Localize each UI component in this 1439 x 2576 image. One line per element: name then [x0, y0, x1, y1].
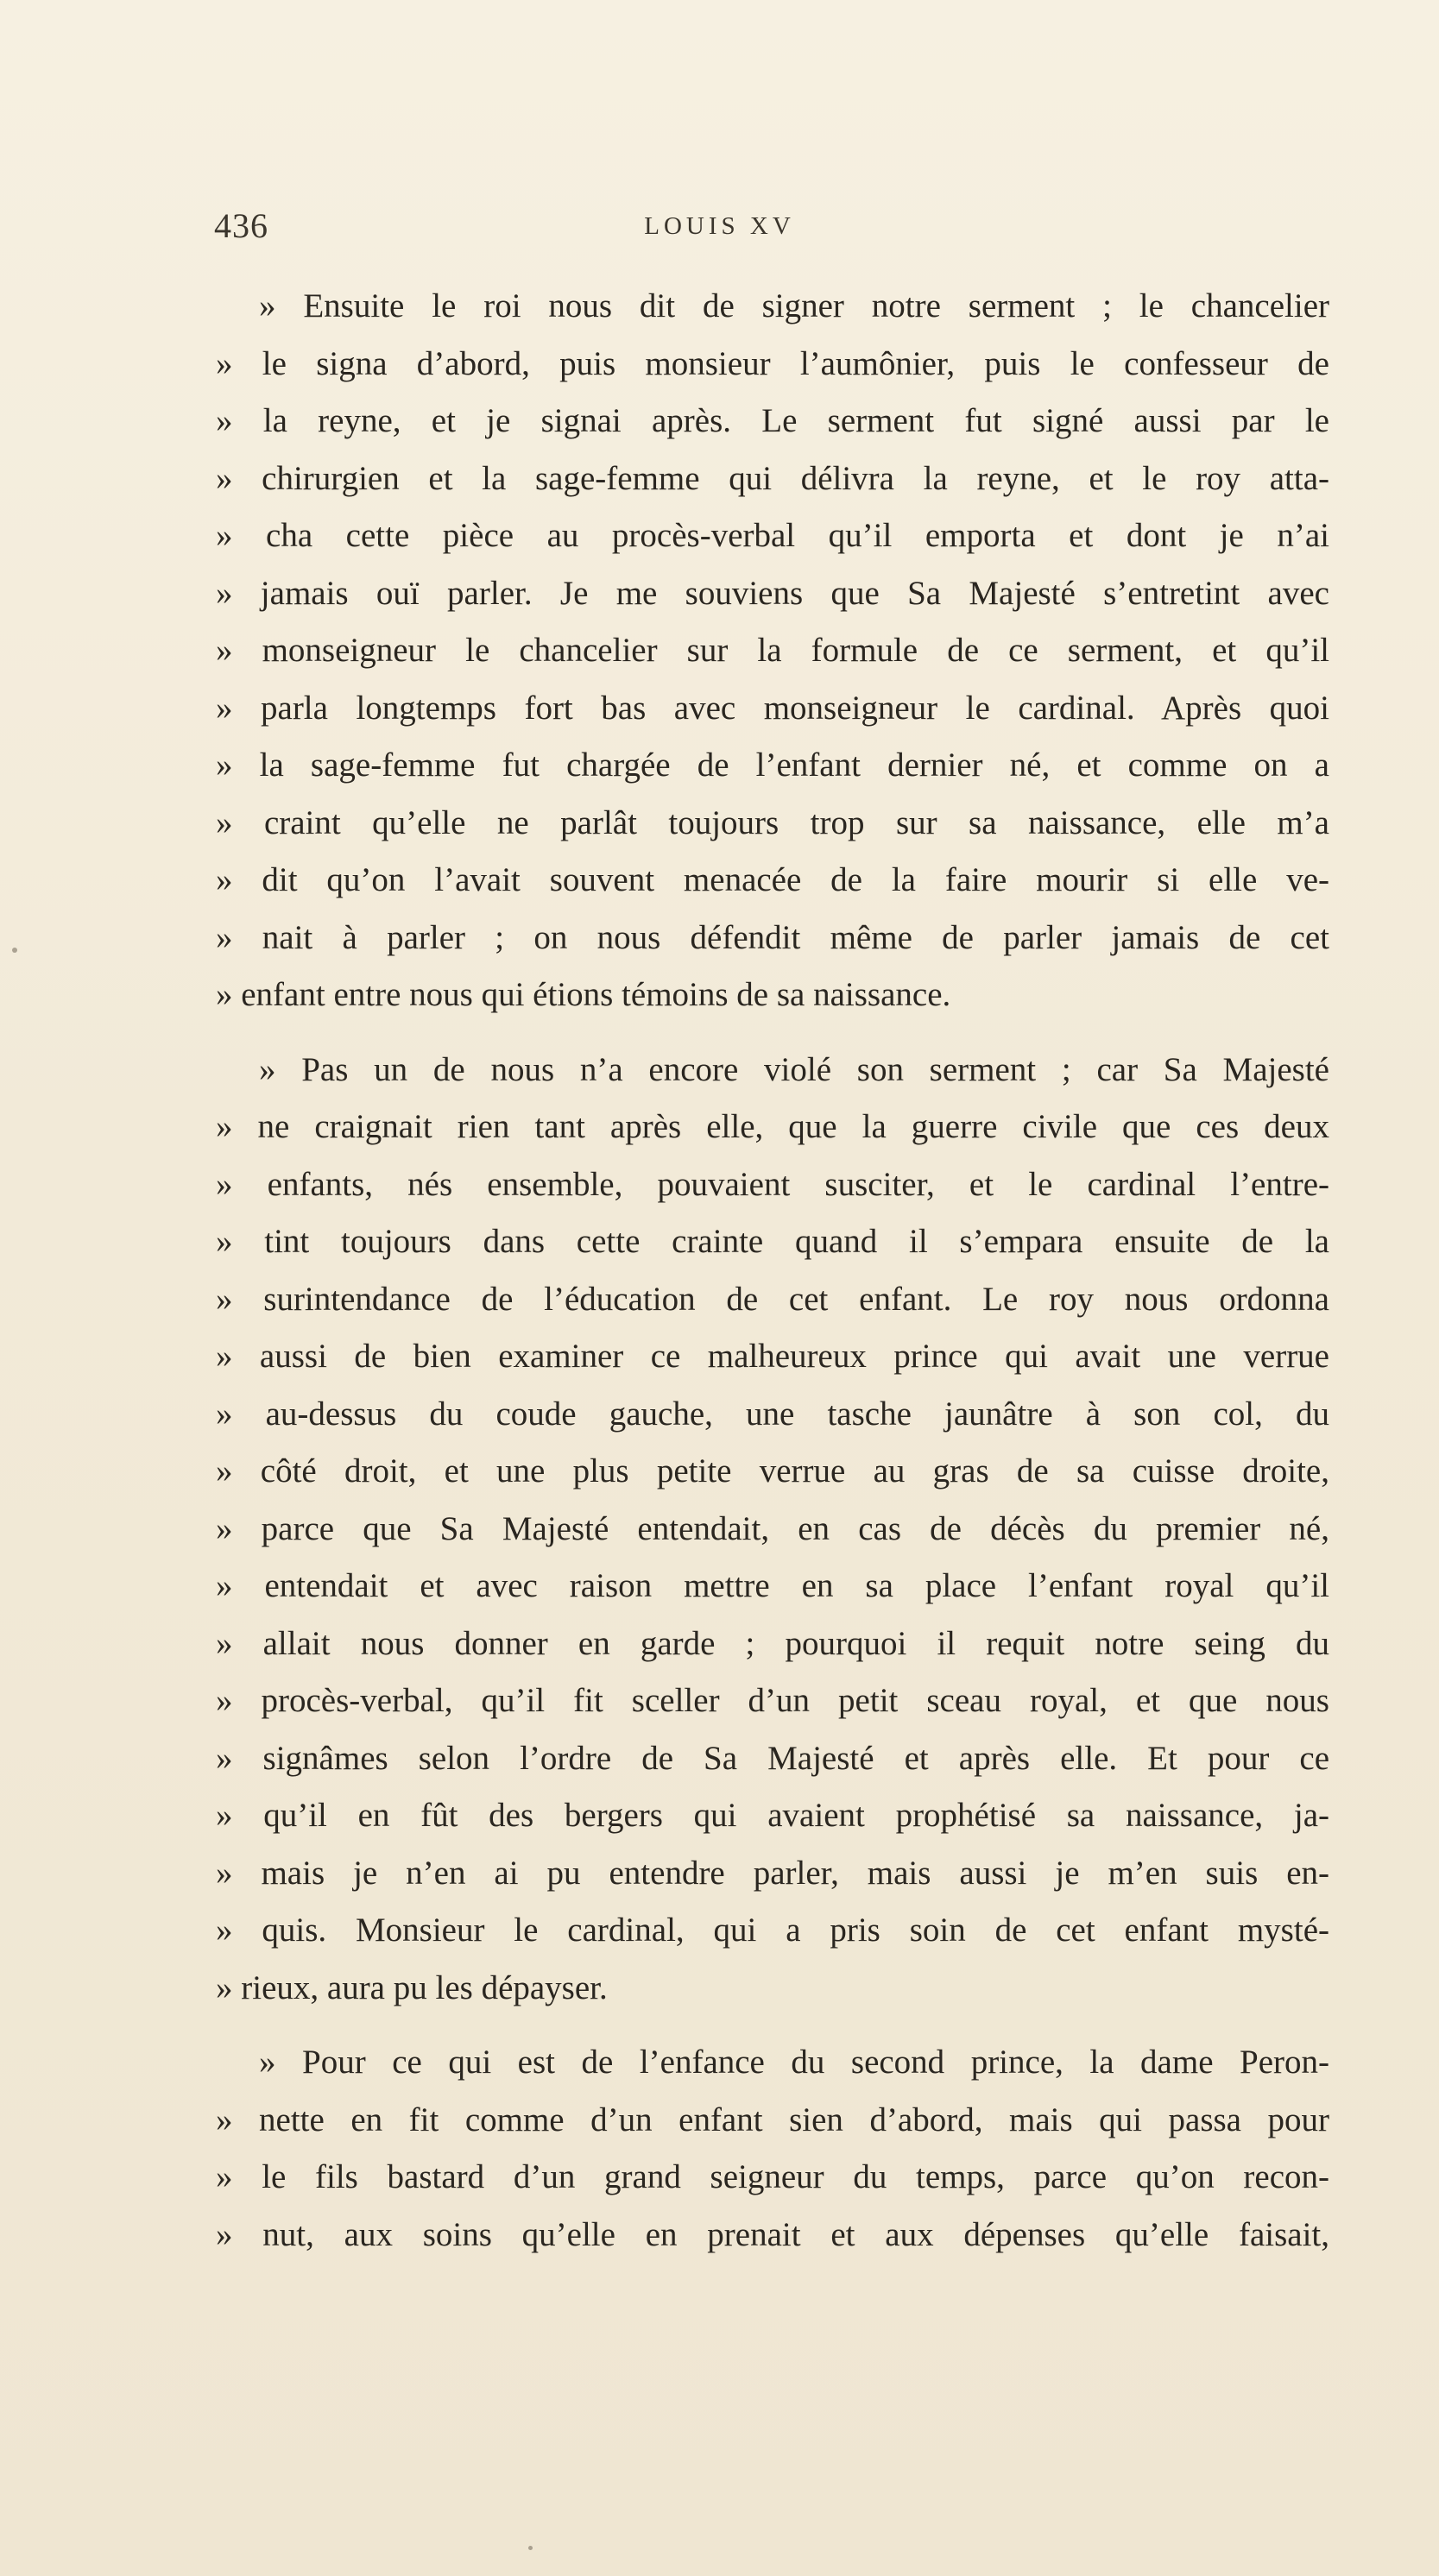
- text-line: » enfants, nés ensemble, pouvaient susciter, et le cardinal l’entre-: [216, 1165, 1329, 1203]
- text-line: » au-dessus du coude gauche, une tasche jaunâtre à son col, du: [216, 1395, 1329, 1433]
- text-line: » quis. Monsieur le cardinal, qui a pris soin de cet enfant mysté-: [216, 1912, 1329, 1949]
- text-line: » la reyne, et je signai après. Le serment fut signé aussi par le: [216, 402, 1329, 439]
- text-line: » Pour ce qui est de l’enfance du second prince, la dame Peron-: [259, 2044, 1329, 2081]
- text-line: » Pas un de nous n’a encore violé son serment ; car Sa Majesté: [259, 1050, 1329, 1088]
- text-line: » nait à parler ; on nous défendit même de parler jamais de cet: [216, 918, 1329, 956]
- text-line: » le signa d’abord, puis monsieur l’aumônier, puis le confesseur de: [216, 344, 1329, 382]
- text-line: » chirurgien et la sage-femme qui délivra la reyne, et le roy atta-: [216, 459, 1329, 497]
- running-head: LOUIS XV: [644, 212, 795, 240]
- body-text: [216, 278, 1329, 2281]
- text-line: » monseigneur le chancelier sur la formule de ce serment, et qu’il: [216, 632, 1329, 669]
- text-line: » aussi de bien examiner ce malheureux prince qui avait une verrue: [216, 1338, 1329, 1375]
- text-line: » côté droit, et une plus petite verrue au gras de sa cuisse droite,: [216, 1452, 1329, 1490]
- text-line: » craint qu’elle ne parlât toujours trop sur sa naissance, elle m’a: [216, 803, 1329, 841]
- text-line: » parla longtemps fort bas avec monseigneur le cardinal. Après quoi: [216, 689, 1329, 727]
- text-line: » jamais ouï parler. Je me souviens que Sa Majesté s’entretint avec: [216, 574, 1329, 612]
- text-line: » rieux, aura pu les dépayser.: [216, 1968, 608, 2006]
- text-line: » procès-verbal, qu’il fit sceller d’un petit sceau royal, et que nous: [216, 1682, 1329, 1719]
- paper-speck: [12, 948, 17, 953]
- paragraph-1: [216, 278, 1329, 1024]
- page-number: 436: [214, 206, 268, 245]
- text-line: » enfant entre nous qui étions témoins de sa naissance.: [216, 976, 951, 1013]
- text-line: » allait nous donner en garde ; pourquoi il requit notre seing du: [216, 1624, 1329, 1662]
- text-line: » ne craignait rien tant après elle, que la guerre civile que ces deux: [216, 1108, 1329, 1145]
- paper-speck: [528, 2546, 533, 2550]
- text-line: » nut, aux soins qu’elle en prenait et aux dépenses qu’elle faisait,: [216, 2215, 1329, 2253]
- text-line: » cha cette pièce au procès-verbal qu’il emporta et dont je n’ai: [216, 517, 1329, 554]
- text-line: » le fils bastard d’un grand seigneur du temps, parce qu’on recon-: [216, 2158, 1329, 2195]
- text-line: » la sage-femme fut chargée de l’enfant dernier né, et comme on a: [216, 746, 1329, 784]
- text-line: » tint toujours dans cette crainte quand il s’empara ensuite de la: [216, 1223, 1329, 1260]
- paragraph-2: [216, 1042, 1329, 2018]
- text-line: » surintendance de l’éducation de cet enfant. Le roy nous ordonna: [216, 1280, 1329, 1318]
- text-line: » dit qu’on l’avait souvent menacée de la faire mourir si elle ve-: [216, 861, 1329, 898]
- paragraph-3: [216, 2034, 1329, 2264]
- text-line: » Ensuite le roi nous dit de signer notre serment ; le chancelier: [259, 287, 1329, 324]
- text-line: » signâmes selon l’ordre de Sa Majesté et après elle. Et pour ce: [216, 1739, 1329, 1777]
- text-line: » entendait et avec raison mettre en sa place l’enfant royal qu’il: [216, 1567, 1329, 1604]
- text-line: » mais je n’en ai pu entendre parler, mais aussi je m’en suis en-: [216, 1854, 1329, 1892]
- text-line: » qu’il en fût des bergers qui avaient prophétisé sa naissance, ja-: [216, 1797, 1329, 1834]
- text-line: » nette en fit comme d’un enfant sien d’abord, mais qui passa pour: [216, 2100, 1329, 2138]
- text-line: » parce que Sa Majesté entendait, en cas de décès du premier né,: [216, 1509, 1329, 1547]
